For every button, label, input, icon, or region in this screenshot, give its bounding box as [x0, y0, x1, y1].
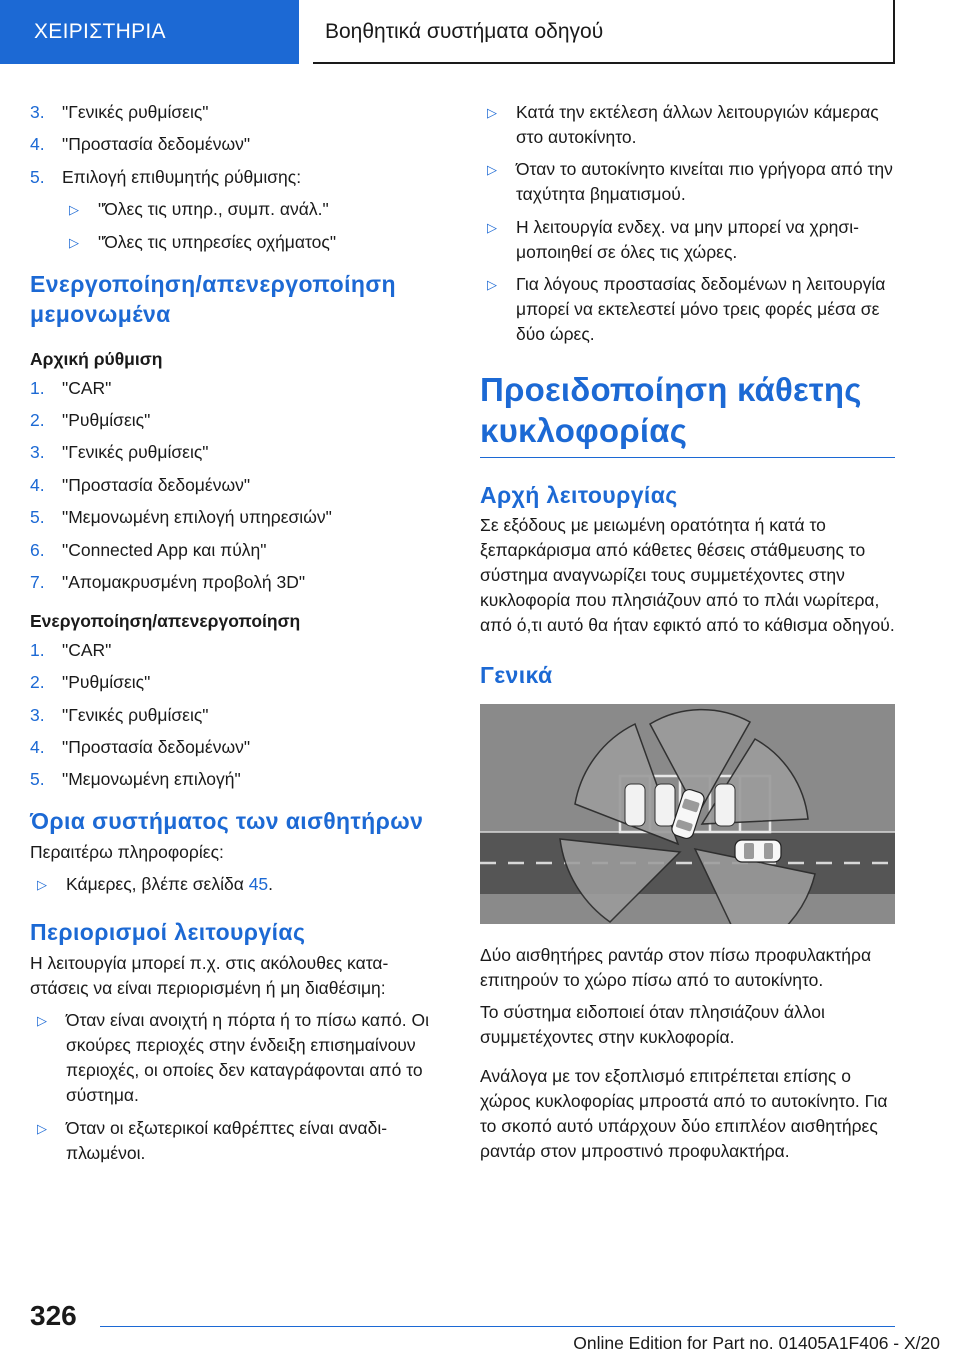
bullet-item: ▷ Όταν είναι ανοιχτή η πόρτα ή το πίσω καπό. Οι σκούρες περιοχές στην ένδειξη επισημαίνουν περιοχές, οι οποίες δεν καταγράφονται από το σύστημα.	[30, 1008, 435, 1108]
general-paragraph: Το σύστημα ειδοποιεί όταν πλησιάζουν άλλοι συμμετέχοντες στην κυκλοφορία.	[480, 1002, 825, 1048]
heading-sensor-limits: Όρια συστήματος των αισθητήρων	[30, 808, 424, 835]
heading-general: Γενικά	[480, 662, 553, 689]
step-item: 4. "Προστασία δεδομένων"	[30, 134, 251, 155]
step-item: 1. "CAR"	[30, 639, 112, 660]
step-item: 3. "Γενικές ρυθμίσεις"	[30, 704, 209, 725]
toggle-title: Ενεργοποίηση/απενεργοποίηση	[30, 610, 301, 631]
cross-traffic-illustration	[480, 704, 895, 924]
section-tab: ΧΕΙΡΙΣΤΗΡΙΑ	[0, 0, 299, 64]
sub-bullet-item: ▷ "Όλες τις υπηρ., συμπ. ανάλ."	[30, 197, 435, 222]
triangle-bullet-icon: ▷	[37, 877, 47, 893]
left-column	[30, 100, 435, 1173]
parked-car	[625, 784, 645, 826]
page-header-title: Βοηθητικά συστήματα οδηγού	[313, 0, 895, 64]
bullet-item: ▷ Η λειτουργία ενδεχ. να μην μπορεί να χρησιμοποιηθεί σε όλες τις χώρες.	[480, 215, 895, 265]
chapter-title: Προειδοποίηση κάθετης κυκλοφορίας	[480, 371, 862, 450]
heading-restrictions: Περιορισμοί λειτουργίας	[30, 919, 306, 946]
bullet-item: ▷ Κατά την εκτέλεση άλλων λειτουργιών κάμερας στο αυτοκίνητο.	[480, 100, 895, 150]
step-item: 4. "Προστασία δεδομένων"	[30, 474, 251, 495]
bullet-item: ▷ Για λόγους προστασίας δεδομένων η λειτουργία μπορεί να εκτελεστεί μόνο τρεις φορές μέσα σε δύο ώρες.	[480, 272, 895, 347]
triangle-bullet-icon: ▷	[37, 1120, 47, 1136]
general-paragraph: Δύο αισθητήρες ραντάρ στον πίσω προφυλακτήρα επιτηρούν το χώρο πίσω από το αυτοκίνητο.	[480, 945, 872, 991]
limits-intro: Περαιτέρω πληροφορίες:	[30, 842, 224, 863]
triangle-bullet-icon: ▷	[487, 277, 497, 293]
approaching-car	[735, 840, 781, 862]
step-item: 6. "Connected App και πύλη"	[30, 539, 267, 560]
chapter-title-rule	[480, 457, 895, 458]
heading-individual-activation: Ενεργοποίηση/απενεργοποίηση μεμονωμένα	[30, 270, 396, 327]
step-item: 3. "Γενικές ρυθμίσεις"	[30, 102, 209, 122]
triangle-bullet-icon: ▷	[487, 105, 497, 120]
page-reference-link[interactable]: 45	[248, 874, 269, 895]
step-item: 5. Επιλογή επιθυμητής ρύθμισης:	[30, 166, 302, 187]
step-item: 7. "Απομακρυσμένη προβολή 3D"	[30, 571, 306, 592]
triangle-bullet-icon: ▷	[69, 202, 79, 218]
bullet-item: ▷ Όταν οι εξωτερικοί καθρέπτες είναι αναδιπλωμένοι.	[30, 1116, 435, 1166]
bullet-item: ▷ Κάμερες, βλέπε σελίδα 45.	[30, 872, 435, 897]
step-item: 5. "Μεμονωμένη επιλογή υπηρεσιών"	[30, 507, 332, 528]
step-item: 4. "Προστασία δεδομένων"	[30, 737, 251, 758]
bullet-item: ▷ Όταν το αυτοκίνητο κινείται πιο γρήγορα από την ταχύτητα βηματισμού.	[480, 157, 895, 207]
sub-bullet-item: ▷ "Όλες τις υπηρεσίες οχήματος"	[30, 230, 435, 255]
step-item: 1. "CAR"	[30, 377, 112, 398]
step-item: 2. "Ρυθμίσεις"	[30, 672, 151, 693]
page-number: 326	[30, 1300, 77, 1331]
triangle-bullet-icon: ▷	[487, 162, 497, 178]
footer-rule	[100, 1326, 895, 1327]
principle-text: Σε εξόδους με μειωμένη ορατότητα ή κατά το ξεπαρκάρισμα από κάθετες θέσεις στάθμευσης το σύστημα αναγνωρίζει τους συμμετέχοντες στην κυκλοφορία που πλησιάζουν από το πλάι νωρίτερα, από ό,τι αυτό θα ήταν εφικτό από το κάθισμα οδηγού.	[480, 515, 895, 636]
triangle-bullet-icon: ▷	[69, 234, 79, 250]
step-item: 2. "Ρυθμίσεις"	[30, 409, 151, 430]
restrictions-intro: Η λειτουργία μπορεί π.χ. στις ακόλουθες καταστάσεις να είναι περιορισμένη ή μη διαθέσιμη:	[30, 953, 389, 999]
footer-edition: Online Edition for Part no. 01405A1F406 - X/20	[573, 1333, 940, 1353]
initial-setting-title: Αρχική ρύθμιση	[30, 348, 163, 369]
triangle-bullet-icon: ▷	[487, 219, 497, 235]
triangle-bullet-icon: ▷	[37, 1013, 47, 1029]
parked-car	[715, 784, 735, 826]
parked-car	[655, 784, 675, 826]
step-item: 3. "Γενικές ρυθμίσεις"	[30, 442, 209, 463]
step-item: 5. "Μεμονωμένη επιλογή"	[30, 769, 241, 790]
heading-principle: Αρχή λειτουργίας	[480, 482, 678, 509]
right-column	[480, 100, 895, 1164]
general-paragraph: Ανάλογα με τον εξοπλισμό επιτρέπεται επίσης ο χώρος κυκλοφορίας μπροστά από το αυτοκίνητο. Για το σκοπό αυτό υπάρχουν δύο επιπλέον αισθητήρες ραντάρ στον μπροστινό προφυλακτήρα.	[480, 1066, 888, 1162]
